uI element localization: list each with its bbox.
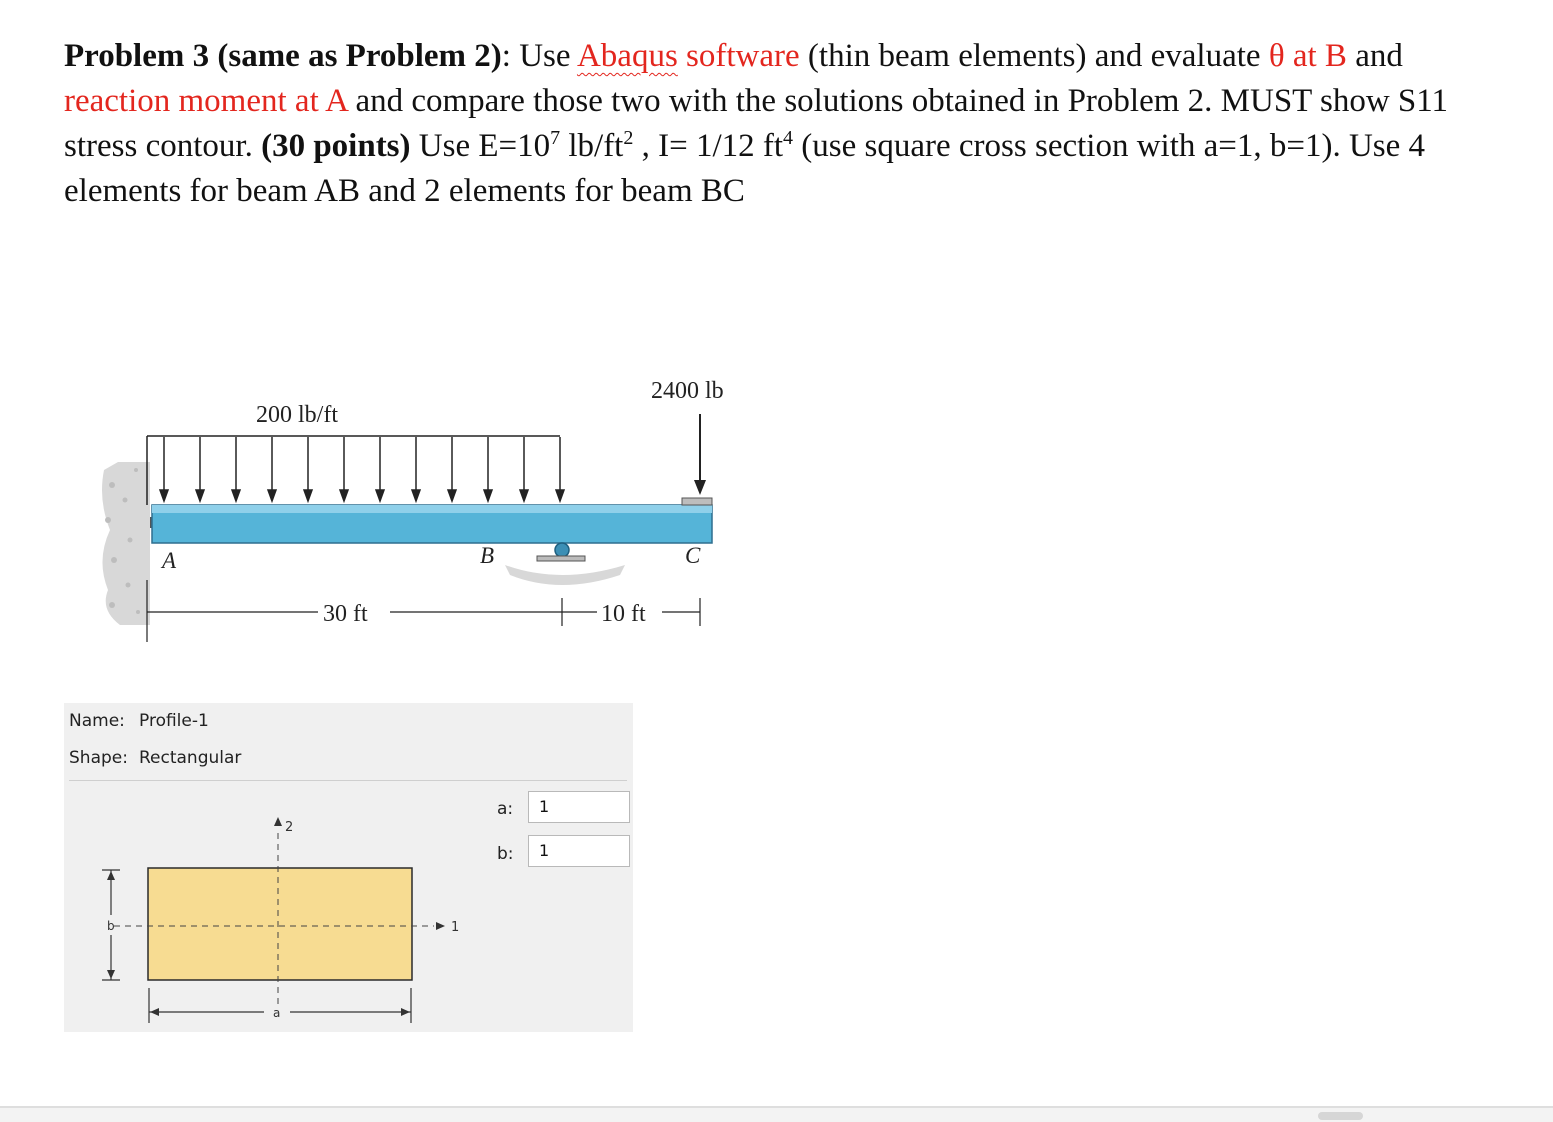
label-b: B — [480, 543, 495, 568]
dim-ab-label: 30 ft — [323, 601, 368, 627]
load-arrowhead — [304, 490, 312, 501]
distributed-load-label: 200 lb/ft — [256, 402, 338, 428]
param-b-input[interactable]: 1 — [528, 835, 630, 867]
load-arrowhead — [268, 490, 276, 501]
text-run: and — [1346, 38, 1403, 74]
param-b-label: b: — [497, 844, 514, 864]
beam-profile-panel — [64, 703, 633, 1032]
load-arrowhead — [556, 490, 564, 501]
dim-a-arrow-right — [401, 1008, 410, 1016]
load-arrowhead — [160, 490, 168, 501]
cross-section-rectangle — [148, 868, 412, 980]
roller-base — [537, 556, 585, 561]
roller-support — [555, 543, 569, 557]
section-sketch — [64, 703, 484, 1032]
i-exponent: 4 — [783, 127, 794, 149]
load-arrowhead — [520, 490, 528, 501]
reaction-moment-text: reaction moment at A — [64, 83, 348, 119]
dim-b-label: b — [107, 919, 115, 933]
e-exponent: 7 — [550, 127, 561, 149]
text-run: : Use — [501, 38, 577, 74]
abaqus-link-text: Abaqus — [576, 38, 678, 74]
dim-b-arrow-bottom — [107, 970, 115, 979]
distributed-load-arrows — [147, 436, 564, 505]
axis-1-arrowhead — [436, 922, 445, 930]
load-arrowhead — [484, 490, 492, 501]
profile-name-label: Name: — [69, 711, 125, 731]
load-plate — [682, 498, 712, 505]
text-run: (thin beam elements) and evaluate — [799, 38, 1269, 74]
load-arrowhead — [412, 490, 420, 501]
dim-a-arrow-left — [150, 1008, 159, 1016]
scrollbar-thumb[interactable] — [1318, 1112, 1363, 1120]
load-arrowhead — [340, 490, 348, 501]
profile-shape-value: Rectangular — [139, 748, 242, 768]
beam-highlight — [152, 505, 712, 513]
text-run: (use square cross section with a=1, b=1). Use 4 elements for beam AB and 2 elements for beam BC — [64, 128, 1426, 209]
label-c: C — [685, 543, 701, 568]
software-text: software — [677, 38, 800, 74]
load-arrowhead — [376, 490, 384, 501]
wall-support — [102, 462, 150, 625]
load-arrowhead — [196, 490, 204, 501]
text-run: Use E=10 — [410, 128, 551, 164]
point-load-label: 2400 lb — [651, 378, 724, 404]
profile-shape-label: Shape: — [69, 748, 128, 768]
axis-1-label: 1 — [451, 920, 460, 935]
param-a-input[interactable]: 1 — [528, 791, 630, 823]
axis-2-label: 2 — [285, 820, 294, 835]
load-arrowhead — [232, 490, 240, 501]
dim-bc-label: 10 ft — [601, 601, 646, 627]
text-run: and compare those two with the solutions obtained in Problem 2. MUST show S11 stress contour. — [64, 83, 1449, 164]
ft-exponent: 2 — [623, 127, 634, 149]
axis-2-arrowhead — [274, 817, 282, 826]
label-a: A — [162, 548, 177, 573]
dim-b-arrow-top — [107, 871, 115, 880]
theta-at-b-text: θ at B — [1268, 38, 1347, 74]
profile-name-value: Profile-1 — [139, 711, 209, 731]
problem-title: Problem 3 (same as Problem 2) — [64, 38, 502, 74]
ground-b — [505, 565, 625, 585]
text-run: lb/ft — [560, 128, 624, 164]
points-text: (30 points) — [261, 128, 411, 164]
param-a-label: a: — [497, 799, 514, 819]
point-load-arrowhead — [694, 480, 706, 495]
dim-a-label: a — [273, 1006, 281, 1020]
text-run: , I= 1/12 ft — [633, 128, 784, 164]
load-arrowhead — [448, 490, 456, 501]
